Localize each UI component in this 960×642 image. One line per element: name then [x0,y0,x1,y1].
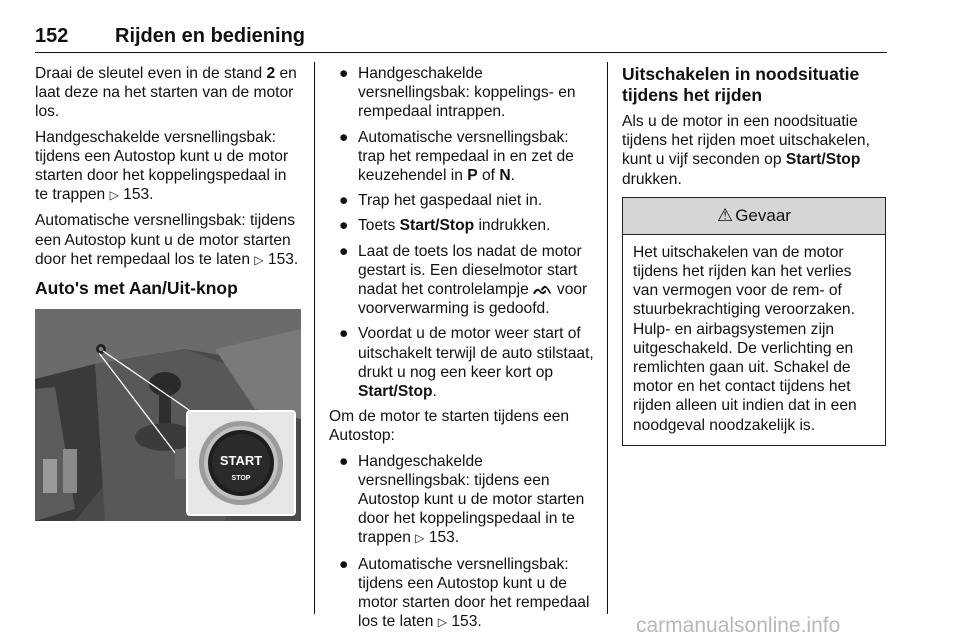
list-item: ● Trap het gaspedaal niet in. [339,192,543,210]
section-heading: Auto's met Aan/Uit-knop [35,278,238,299]
column-right [622,64,888,446]
column-left [35,64,301,521]
warning-title: Gevaar [735,206,791,226]
warning-box [622,197,886,446]
paragraph: Als u de motor in een noodsituatie tijdens het rijden moet uitschakelen, kunt u vijf seconden op Start/Stop drukken. [622,113,870,188]
page-ref-arrow-icon: ▷ [109,188,119,203]
warning-triangle-icon: ⚠ [717,205,734,226]
start-label: START [219,453,263,469]
preheating-coil-icon: ᨒ [533,280,553,299]
page-ref-arrow-icon: ▷ [415,531,425,546]
column-middle [329,64,595,638]
paragraph: Handgeschakelde versnellingsbak: tijdens een Autostop kunt u de motor starten door het koppelingspedaal in te trappen ▷ 153. [35,128,289,204]
list-item: ● Voordat u de motor weer start of uitschakelt terwijl de auto stilstaat, drukt u nog een keer kort op Start/Stop. [339,325,594,401]
list-item: ● Laat de toets los nadat de motor gestart is. Een dieselmotor start nadat het controlelampje ᨒ voor voorverwarming is gedoofd. [339,242,588,318]
section-heading: Uitschakelen in noodsituatie tijdens het rijden [622,64,860,105]
page-reference[interactable]: 153. [451,613,482,631]
stop-label: STOP [231,475,251,483]
chapter-title: Rijden en bediening [115,25,306,47]
start-stop-button-photo [35,309,301,521]
page-reference[interactable]: 153. [267,250,299,268]
page-number: 152 [35,25,69,47]
list-item: ● Automatische versnellingsbak: trap het rempedaal in en zet de keuzehendel in P of N. [339,128,574,185]
paragraph: Automatische versnellingsbak: tijdens een Autostop kunt u de motor starten door het rempedaal los te laten ▷ 153. [35,212,299,268]
list-item: ● Handgeschakelde versnellingsbak: tijdens een Autostop kunt u de motor starten door het koppelingspedaal in te trappen ▷ 153. [339,452,585,547]
list-item: ● Toets Start/Stop indrukken. [339,217,551,235]
page-header [35,24,887,53]
watermark: carmanualsonline.info [636,614,841,637]
page-ref-arrow-icon: ▷ [437,615,447,630]
paragraph: Draai de sleutel even in de stand 2 en laat deze na het starten van de motor los. [35,65,297,121]
page-ref-arrow-icon: ▷ [254,252,264,267]
list-item: ● Handgeschakelde versnellingsbak: koppelings- en rempedaal intrappen. [339,65,576,121]
warning-header [623,198,885,235]
page-reference[interactable]: 153. [123,186,154,204]
list-item: ● Automatische versnellingsbak: tijdens een Autostop kunt u de motor starten door het rempedaal los te laten ▷ 153. [339,555,590,631]
warning-text: Het uitschakelen van de motor tijdens het rijden kan het verlies van vermogen voor de rem- of stuurbekrachtiging veroorzaken. Hulp- en airbagsystemen zijn uitgeschakeld. De verlichting en remlichten gaan uit. Schakel de motor en het contact tijdens het rijden alleen uit indien dat in een noodgeval noodzakelijk is. [633,243,857,434]
column-divider [607,62,608,614]
page-reference[interactable]: 153. [428,529,460,547]
column-divider [314,62,315,614]
paragraph: Om de motor te starten tijdens een Autostop: [329,408,570,445]
